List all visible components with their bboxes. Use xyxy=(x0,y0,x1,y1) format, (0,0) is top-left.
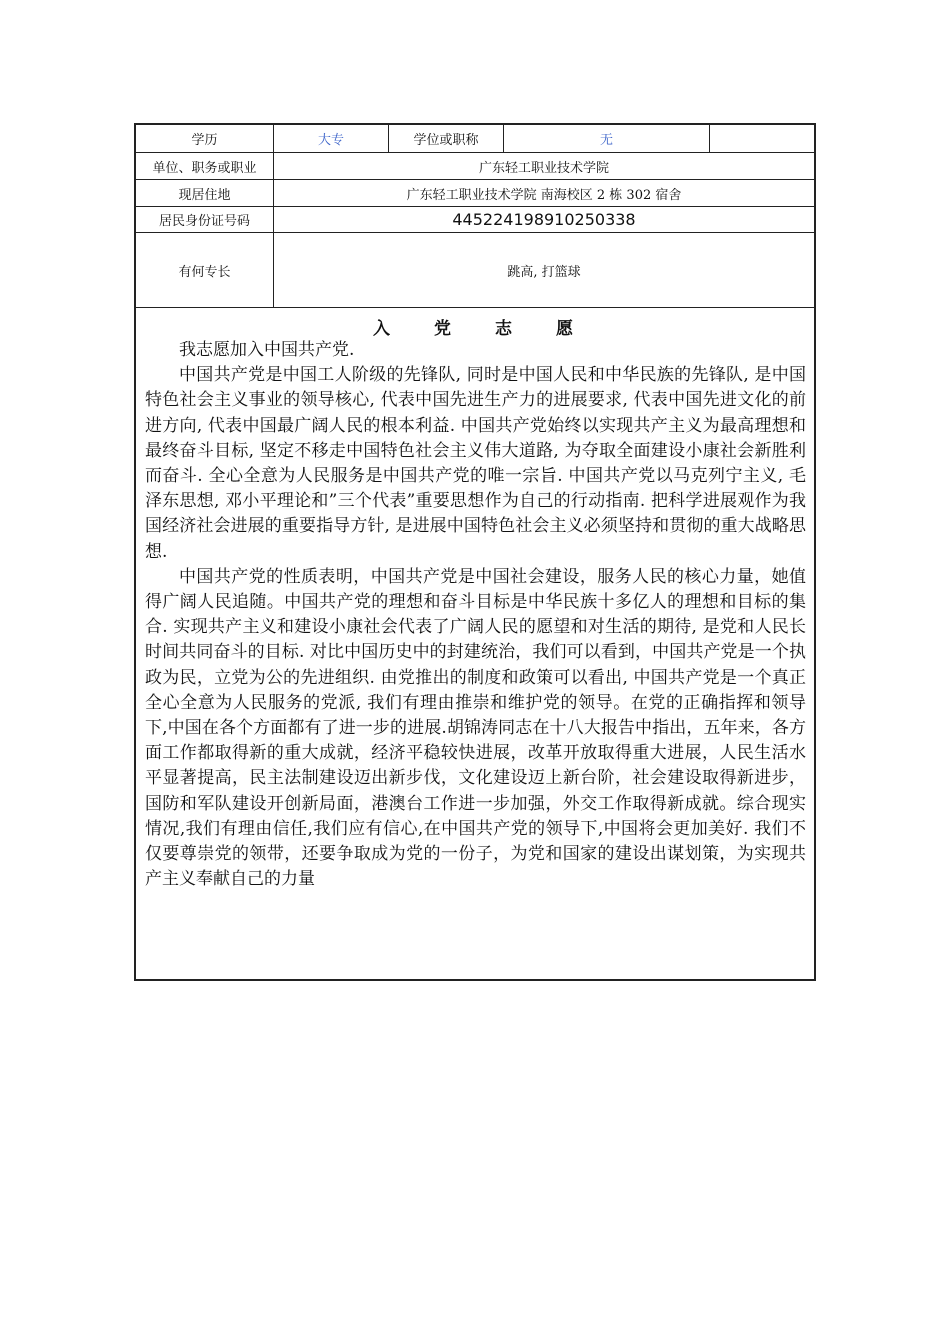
address-value: 广东轻工职业技术学院 南海校区 2 栋 302 宿舍 xyxy=(406,187,682,203)
employer-value: 广东轻工职业技术学院 xyxy=(478,160,609,176)
essay-body xyxy=(145,338,806,892)
education-row xyxy=(136,125,814,153)
essay-section xyxy=(136,308,814,979)
address-label: 现居住地 xyxy=(136,180,274,206)
employer-label: 单位、职务或职业 xyxy=(136,153,274,179)
essay-paragraph: 中国共产党是中国工人阶级的先锋队, 同时是中国人民和中华民族的先锋队, 是中国特色社会主义事业的领导核心, 代表中国先进生产力的进展要求, 代表中国先进文化的前进方向, 代表中国最广阔人民的根本利益. 中国共产党始终以实现共产主义为最高理想和最终奋斗目标, 坚定不移走中国特色社会主义伟大道路, 为夺取全面建设小康社会新胜利而奋斗. 全心全意为人民服务是中国共产党的唯一宗旨. 中国共产党以马克列宁主义, 毛泽东思想, 邓小平理论和”三个代表”重要思想作为自己的行动指南. 把科学进展观作为我国经济社会进展的重要指导方针, 是进展中国特色社会主义必须坚持和贯彻的重大战略思想. xyxy=(145,365,806,562)
address-row xyxy=(136,180,814,207)
application-form xyxy=(134,123,816,981)
education-value: 大专 xyxy=(274,125,389,152)
education-label: 学历 xyxy=(136,125,274,152)
degree-value: 无 xyxy=(504,125,710,152)
skills-row xyxy=(136,233,814,308)
essay-paragraph: 我志愿加入中国共产党. xyxy=(179,340,355,360)
essay-paragraph: 中国共产党的性质表明，中国共产党是中国社会建设，服务人民的核心力量，她值得广阔人民追随。中国共产党的理想和奋斗目标是中华民族十多亿人的理想和目标的集合. 实现共产主义和建设小康社会代表了广阔人民的愿望和对生活的期待, 是党和人民长时间共同奋斗的目标. 对比中国历史中的封建统治，我们可以看到，中国共产党是一个执政为民，立党为公的先进组织. 由党推出的制度和政策可以看出, 中国共产党是一个真正全心全意为人民服务的党派, 我们有理由推崇和维护党的领导。在党的正确指挥和领导下,中国在各个方面都有了进一步的进展.胡锦涛同志在十八大报告中指出，五年来，各方面工作都取得新的重大成就，经济平稳较快进展，改革开放取得重大进展，人民生活水平显著提高，民主法制建设迈出新步伐，文化建设迈上新台阶，社会建设取得新进步，国防和军队建设开创新局面，港澳台工作进一步加强，外交工作取得新成就。综合现实情况,我们有理由信任,我们应有信心,在中国共产党的领导下,中国将会更加美好. 我们不仅要尊崇党的领带，还要争取成为党的一份子，为党和国家的建设出谋划策，为实现共产主义奉献自己的力量 xyxy=(145,566,806,890)
skills-label: 有何专长 xyxy=(136,233,274,307)
employer-row xyxy=(136,153,814,180)
essay-title: 入党志愿 xyxy=(373,319,617,339)
id-row xyxy=(136,207,814,233)
id-label: 居民身份证号码 xyxy=(136,207,274,232)
degree-label: 学位或职称 xyxy=(389,125,504,152)
skills-value: 跳高, 打篮球 xyxy=(507,264,581,280)
id-value: 445224198910250338 xyxy=(452,210,636,229)
